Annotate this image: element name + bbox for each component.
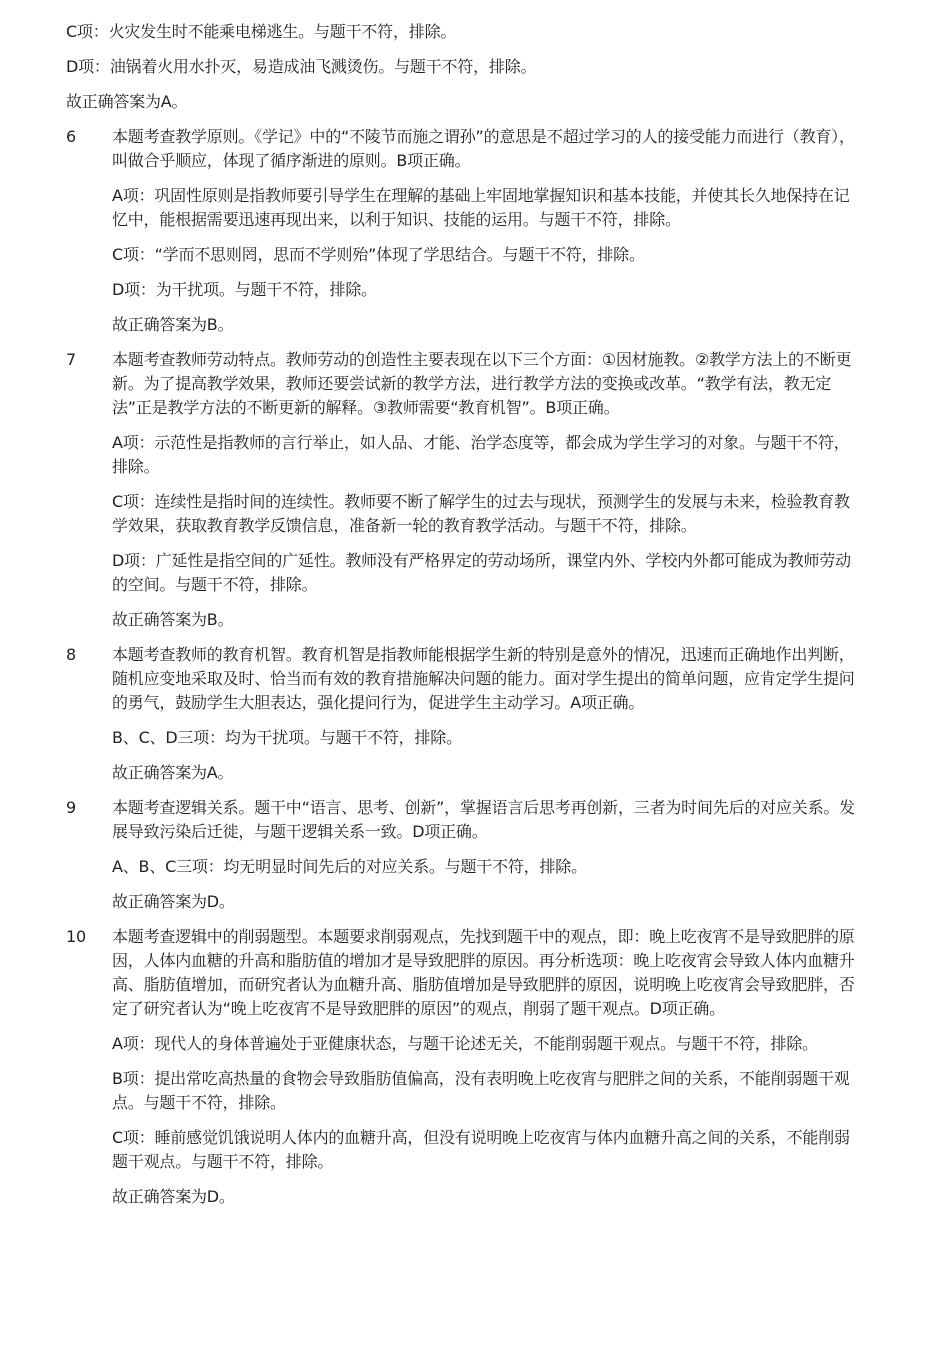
q7-option-a: A项：示范性是指教师的言行举止，如人品、才能、治学态度等，都会成为学生学习的对象。与题干不符，排除。	[112, 433, 850, 476]
q7-option-c: C项：连续性是指时间的连续性。教师要不断了解学生的过去与现状，预测学生的发展与未来，检验教育教学效果，获取教育教学反馈信息，准备新一轮的教育教学活动。与题干不符，排除。	[112, 492, 850, 535]
prev-answer: 故正确答案为A。	[66, 92, 188, 111]
question-8	[66, 643, 862, 715]
question-explanation: 本题考查逻辑关系。题干中“语言、思考、创新”，掌握语言后思考再创新，三者为时间先后的对应关系。发展导致污染后迁徙，与题干逻辑关系一致。D项正确。	[112, 798, 855, 841]
q9-answer: 故正确答案为D。	[112, 892, 235, 911]
q8-options-bcd: B、C、D三项：均为干扰项。与题干不符，排除。	[112, 728, 462, 747]
question-explanation: 本题考查教师的教育机智。教育机智是指教师能根据学生新的特别是意外的情况，迅速而正确地作出判断，随机应变地采取及时、恰当而有效的教育措施解决问题的能力。面对学生提出的简单问题，应肯定学生提问的勇气，鼓励学生大胆表达，强化提问行为，促进学生主动学习。A项正确。	[112, 645, 855, 712]
question-number: 7	[66, 350, 76, 369]
prev-option-d: D项：油锅着火用水扑灭，易造成油飞溅烫伤。与题干不符，排除。	[66, 57, 537, 76]
prev-option-c: C项：火灾发生时不能乘电梯逃生。与题干不符，排除。	[66, 22, 457, 41]
question-explanation: 本题考查教学原则。《学记》中的“不陵节而施之谓孙”的意思是不超过学习的人的接受能力而进行（教育），叫做合乎顺应，体现了循序渐进的原则。B项正确。	[112, 127, 855, 170]
question-number: 9	[66, 798, 76, 817]
q6-option-d: D项：为干扰项。与题干不符，排除。	[112, 280, 377, 299]
question-9	[66, 796, 862, 844]
q9-options-abc: A、B、C三项：均无明显时间先后的对应关系。与题干不符，排除。	[112, 857, 587, 876]
question-explanation: 本题考查教师劳动特点。教师劳动的创造性主要表现在以下三个方面：①因材施教。②教学方法上的不断更新。为了提高教学效果，教师还要尝试新的教学方法，进行教学方法的变换或改革。“教学有法，教无定法”正是教学方法的不断更新的解释。③教师需要“教育机智”。B项正确。	[112, 350, 852, 417]
q6-option-a: A项：巩固性原则是指教师要引导学生在理解的基础上牢固地掌握知识和基本技能，并使其长久地保持在记忆中，能根据需要迅速再现出来，以利于知识、技能的运用。与题干不符，排除。	[112, 186, 850, 229]
q7-option-d: D项：广延性是指空间的广延性。教师没有严格界定的劳动场所，课堂内外、学校内外都可能成为教师劳动的空间。与题干不符，排除。	[112, 551, 851, 594]
question-6	[66, 125, 862, 173]
q7-answer: 故正确答案为B。	[112, 610, 234, 629]
question-number: 6	[66, 127, 76, 146]
q10-option-b: B项：提出常吃高热量的食物会导致脂肪值偏高，没有表明晚上吃夜宵与肥胖之间的关系，不能削弱题干观点。与题干不符，排除。	[112, 1069, 850, 1112]
q10-option-c: C项：睡前感觉饥饿说明人体内的血糖升高，但没有说明晚上吃夜宵与体内血糖升高之间的关系，不能削弱题干观点。与题干不符，排除。	[112, 1128, 850, 1171]
question-10	[66, 925, 862, 1021]
q10-answer: 故正确答案为D。	[112, 1187, 235, 1206]
q8-answer: 故正确答案为A。	[112, 763, 234, 782]
q6-option-c: C项：“学而不思则罔，思而不学则殆”体现了学思结合。与题干不符，排除。	[112, 245, 645, 264]
q6-answer: 故正确答案为B。	[112, 315, 234, 334]
question-explanation: 本题考查逻辑中的削弱题型。本题要求削弱观点，先找到题干中的观点，即：晚上吃夜宵不是导致肥胖的原因，人体内血糖的升高和脂肪值的增加才是导致肥胖的原因。再分析选项：晚上吃夜宵会导致人体内血糖升高、脂肪值增加，而研究者认为血糖升高、脂肪值增加是导致肥胖的原因，说明晚上吃夜宵会导致肥胖，否定了研究者认为“晚上吃夜宵不是导致肥胖的原因”的观点，削弱了题干观点。D项正确。	[112, 927, 855, 1018]
question-number: 8	[66, 645, 76, 664]
question-7	[66, 348, 862, 420]
question-number: 10	[66, 927, 86, 946]
q10-option-a: A项：现代人的身体普遍处于亚健康状态，与题干论述无关，不能削弱题干观点。与题干不符，排除。	[112, 1034, 818, 1053]
